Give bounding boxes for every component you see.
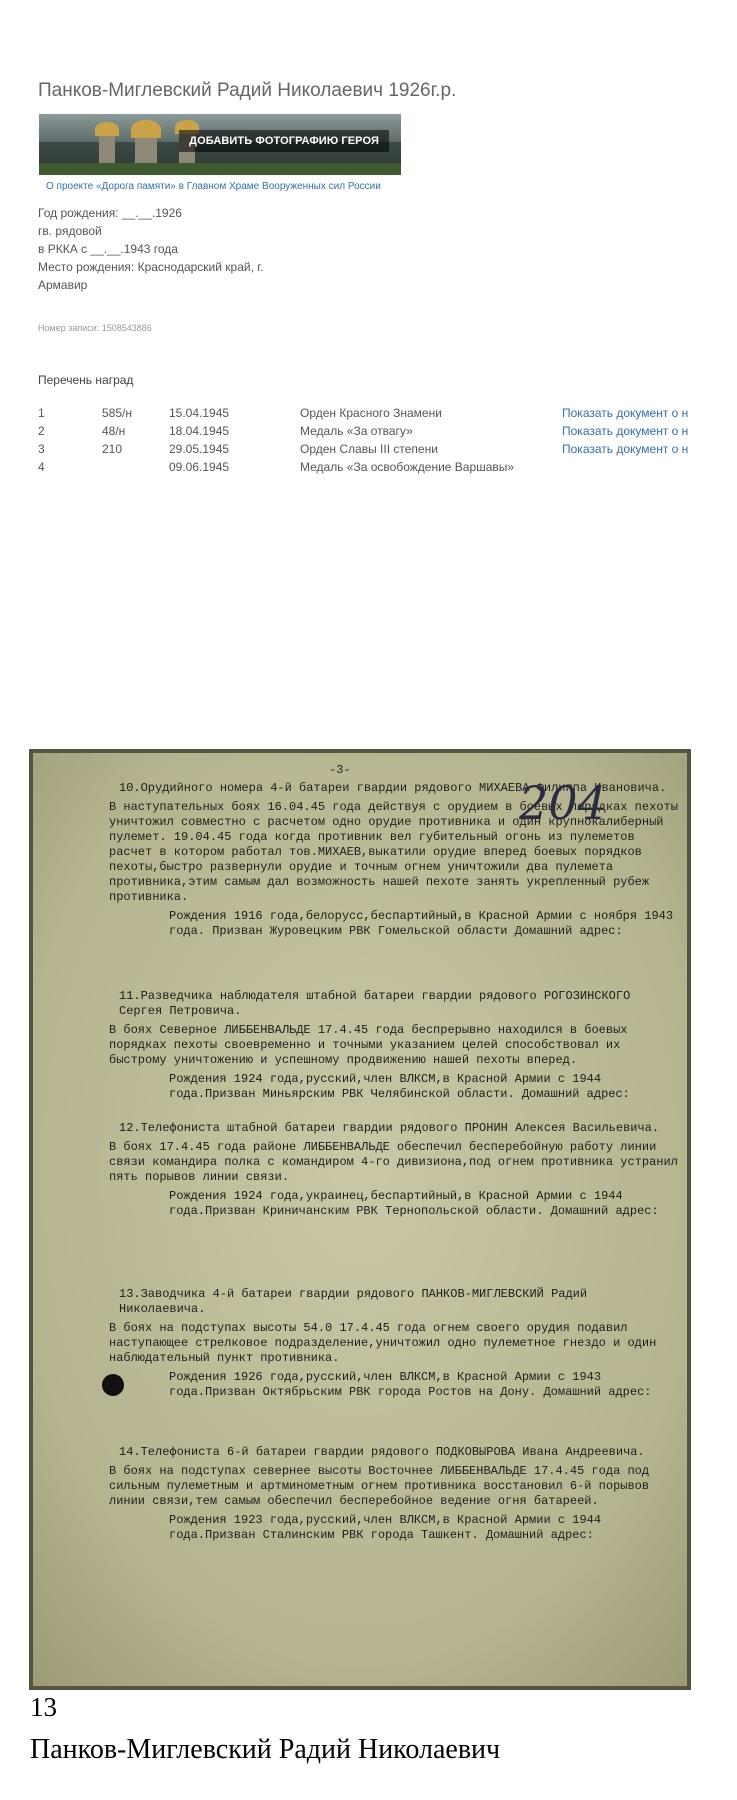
award-row: [0, 442, 737, 460]
paragraph-body: наступающее стрелковое подразделение,уничтожил одно пулеметное гнездо и один: [109, 1336, 657, 1350]
award-row: [0, 424, 737, 442]
paragraph-title: 10.Орудийного номера 4-й батареи гвардии рядового МИХАЕВА Филиппа Ивановича.: [119, 781, 667, 795]
document-scan-image: [29, 749, 691, 1690]
paragraph-title: 13.Заводчика 4-й батареи гвардии рядового ПАНКОВ-МИГЛЕВСКИЙ Радий: [119, 1287, 588, 1301]
award-index: 2: [38, 424, 45, 438]
award-document-scan: [29, 749, 691, 1690]
paragraph-body: пулемет. 19.04.45 года когда противник вел губительный огонь из пулеметов: [109, 830, 635, 844]
award-name: Медаль «За освобождение Варшавы»: [300, 460, 515, 474]
rkka-since: в РККА с __.__.1943 года: [38, 242, 178, 256]
document-caption: Панков-Миглевский Радий Николаевич: [30, 1734, 501, 1765]
award-index: 4: [38, 460, 45, 474]
paragraph-body: противника.: [109, 890, 189, 904]
paragraph-body: В боях 17.4.45 года районе ЛИББЕНВАЛЬДЕ обеспечил бесперебойную работу линии: [109, 1140, 657, 1154]
award-order-number: 585/н: [102, 406, 132, 420]
add-photo-banner[interactable]: [39, 114, 401, 175]
birth-year: Год рождения: __.__.1926: [38, 206, 182, 220]
paragraph-body: наблюдательный пункт противника.: [109, 1351, 340, 1365]
paragraph-body: линии связи,тем самым обеспечил бесперебойное ведение огня батареей.: [109, 1494, 599, 1508]
paragraph-details: года.Призван Октябрьским РВК города Ростов на Дону. Домашний адрес:: [169, 1385, 652, 1399]
church-dome: [95, 122, 119, 136]
award-index: 1: [38, 406, 45, 420]
project-about-link[interactable]: О проекте «Дорога памяти» в Главном Храме Вооруженных сил России: [46, 181, 381, 192]
military-rank: гв. рядовой: [38, 224, 102, 238]
handwritten-number: 204: [519, 776, 607, 830]
paragraph-body: быстрому уничтожению и успешному продвижению нашей пехоты вперед.: [109, 1053, 578, 1067]
award-name: Медаль «За отвагу»: [300, 424, 413, 438]
paragraph-body: порядках пехоты своевременно и точными указанием целей способствовал их: [109, 1038, 621, 1052]
paragraph-title: Николаевича.: [119, 1302, 206, 1316]
paragraph-title: 12.Телефониста штабной батареи гвардии рядового ПРОНИН Алексея Васильевича.: [119, 1121, 660, 1135]
paragraph-body: В наступательных боях 16.04.45 года действуя с орудием в боевых порядках пехоты: [109, 800, 678, 814]
paragraph-details: года.Призван Миньярским РВК Челябинской области. Домашний адрес:: [169, 1087, 630, 1101]
page-number: 13: [30, 1692, 57, 1722]
paragraph-details: Рождения 1926 года,русский,член ВЛКСМ,в Красной Армии с 1943: [169, 1370, 602, 1384]
birthplace-line1: Место рождения: Краснодарский край, г.: [38, 260, 264, 274]
record-number: Номер записи: 1508543886: [38, 323, 152, 333]
paragraph-body: пять порывов линии связи.: [109, 1170, 290, 1184]
paragraph-details: года.Призван Сталинским РВК города Ташкент. Домашний адрес:: [169, 1528, 594, 1542]
add-hero-photo-button[interactable]: ДОБАВИТЬ ФОТОГРАФИЮ ГЕРОЯ: [179, 130, 389, 152]
award-date: 15.04.1945: [169, 406, 230, 420]
award-name: Орден Славы III степени: [300, 442, 438, 456]
award-document-link[interactable]: Показать документ о н: [562, 406, 689, 420]
paragraph-body: противника,этим самым дал возможность нашей пехоте занять укрепленный рубеж: [109, 875, 650, 889]
paragraph-body: В боях на подступах севернее высоты Восточнее ЛИББЕНВАЛЬДЕ 17.4.45 года под: [109, 1464, 650, 1478]
church-tower: [99, 132, 115, 166]
paragraph-details: года. Призван Журовецким РВК Гомельской области Домашний адрес:: [169, 924, 623, 938]
ink-blot: [102, 1374, 124, 1396]
paragraph-title: 14.Телефониста 6-й батареи гвардии рядового ПОДКОВЫРОВА Ивана Андреевича.: [119, 1445, 645, 1459]
award-index: 3: [38, 442, 45, 456]
paragraph-body: связи командира полка с командиром 4-го дивизиона,под огнем противника устранил: [109, 1155, 678, 1169]
paragraph-details: Рождения 1924 года,украинец,беспартийный,в Красной Армии с 1944: [169, 1189, 623, 1203]
paragraph-details: года.Призван Криничанским РВК Тернопольской области. Домашний адрес:: [169, 1204, 659, 1218]
paragraph-body: уничтожил совместно с расчетом одно орудие противника и один крупнокалиберный: [109, 815, 664, 829]
award-row: [0, 460, 737, 478]
paragraph-details: Рождения 1923 года,русский,член ВЛКСМ,в Красной Армии с 1944: [169, 1513, 602, 1527]
page-header-mark: -3-: [329, 763, 351, 777]
paragraph-details: Рождения 1924 года,русский,член ВЛКСМ,в Красной Армии с 1944: [169, 1072, 602, 1086]
paragraph-title: Сергея Петровича.: [119, 1004, 242, 1018]
paragraph-body: расчет в котором работал тов.МИХАЕВ,выкатили орудие вперед боевых порядков: [109, 845, 642, 859]
paragraph-body: пехоты,быстро развернули орудие и точным огнем уничтожили два пулемета: [109, 860, 614, 874]
award-document-link[interactable]: Показать документ о н: [562, 424, 689, 438]
award-order-number: 210: [102, 442, 123, 456]
paragraph-details: Рождения 1916 года,белорусс,беспартийный,в Красной Армии с ноября 1943: [169, 909, 674, 923]
church-tower: [135, 136, 157, 166]
award-row: [0, 406, 737, 424]
banner-grass: [39, 163, 401, 175]
award-date: 18.04.1945: [169, 424, 230, 438]
paragraph-body: сильным пулеметным и артминометным огнем противника восстановил 6-й порывов: [109, 1479, 650, 1493]
award-order-number: 48/н: [102, 424, 126, 438]
paragraph-title: 11.Разведчика наблюдателя штабной батареи гвардии рядового РОГОЗИНСКОГО: [119, 989, 631, 1003]
award-date: 29.05.1945: [169, 442, 230, 456]
award-document-link[interactable]: Показать документ о н: [562, 442, 689, 456]
hero-name-title: Панков-Миглевский Радий Николаевич 1926г.р.: [38, 80, 457, 101]
award-name: Орден Красного Знамени: [300, 406, 442, 420]
paragraph-body: В боях на подступах высоты 54.0 17.4.45 года огнем своего орудия подавил: [109, 1321, 628, 1335]
awards-list-title: Перечень наград: [38, 373, 134, 387]
paragraph-body: В боях Северное ЛИББЕНВАЛЬДЕ 17.4.45 года беспрерывно находился в боевых: [109, 1023, 628, 1037]
church-dome: [131, 120, 161, 138]
award-date: 09.06.1945: [169, 460, 230, 474]
birthplace-line2: Армавир: [38, 278, 88, 292]
